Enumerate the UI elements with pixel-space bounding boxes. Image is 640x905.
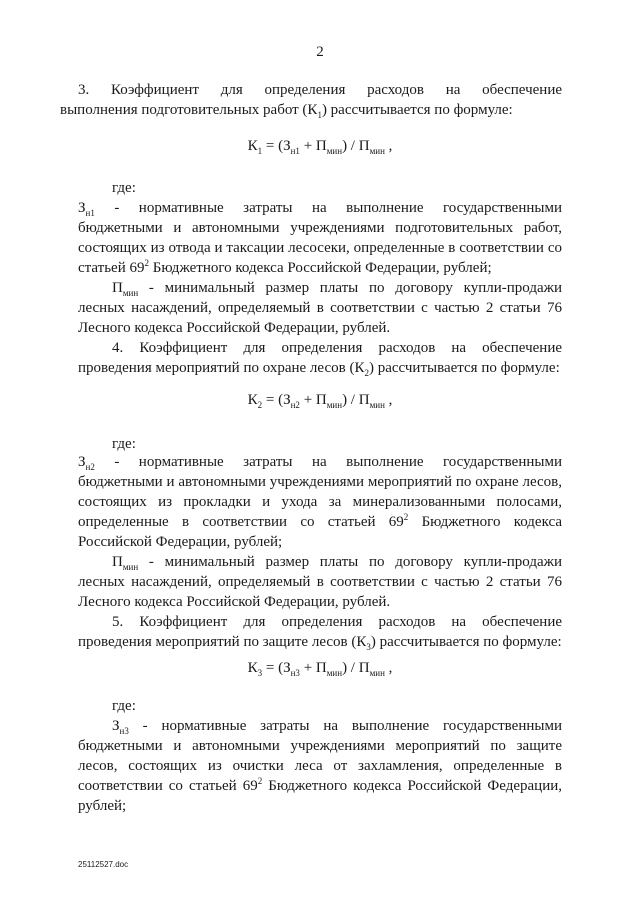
formula-k1: $К_1 = (З_{н1} + П_{мин}) / П_{мин}$ , (247, 138, 393, 156)
formula-k2: $К_2 = (З_{н2} + П_{мин}) / П_{мин}$ , (247, 392, 393, 410)
z3-line-3: лесов, состоящих из очистки леса от захламления, определенные в (78, 758, 562, 774)
z2-line-1: $З_{н2}$ - нормативные затраты на выполнение государственными (78, 454, 562, 472)
gde-1: где: (112, 180, 136, 196)
p4-line-2: проведения мероприятий по охране лесов $(К_2)$ рассчитывается по формуле: (78, 360, 560, 378)
z1-line-1: $З_{н1}$ - нормативные затраты на выполнение государственными (78, 200, 562, 218)
footer-filename: 25112527.doc (78, 860, 129, 869)
formula-k3: $К_3 = (З_{н3} + П_{мин}) / П_{мин}$ , (247, 660, 393, 678)
z2-line-4: определенные в соответствии со статьей $69^2$ Бюджетного кодекса (78, 512, 563, 530)
p5-line-1: 5. Коэффициент для определения расходов на обеспечение (112, 614, 562, 630)
pmin1-line-2: лесных насаждений, определяемый в соответствии с частью 2 статьи 76 (78, 300, 562, 316)
gde-2: где: (112, 436, 136, 452)
z1-line-4: статьей $69^2$ Бюджетного кодекса Российской Федерации, рублей; (78, 258, 492, 276)
z3-line-4: соответствии со статьей $69^2$ Бюджетного кодекса Российской Федерации, (78, 776, 562, 794)
pmin2-line-2: лесных насаждений, определяемый в соответствии с частью 2 статьи 76 (78, 574, 562, 590)
pmin1-line-1: $П_{мин}$ - минимальный размер платы по договору купли-продажи (112, 280, 562, 298)
z1-line-2: бюджетными и автономными учреждениями подготовительных работ, (78, 220, 562, 236)
pmin2-line-3: Лесного кодекса Российской Федерации, рублей. (78, 594, 391, 610)
p3-line-2: выполнения подготовительных работ $(К_1)$ рассчитывается по формуле: (60, 102, 513, 120)
p4-line-1: 4. Коэффициент для определения расходов на обеспечение (112, 340, 562, 356)
pmin1-line-3: Лесного кодекса Российской Федерации, рублей. (78, 320, 391, 336)
z2-line-3: состоящих из прокладки и ухода за минерализованными полосами, (78, 494, 562, 510)
z2-line-2: бюджетными и автономными учреждениями мероприятий по охране лесов, (78, 474, 562, 490)
z3-line-1: $З_{н3}$ - нормативные затраты на выполнение государственными (112, 718, 562, 736)
p5-line-2: проведения мероприятий по защите лесов $(К_3)$ рассчитывается по формуле: (78, 634, 562, 652)
page-number: 2 (316, 44, 324, 60)
p3-line-1: 3. Коэффициент для определения расходов на обеспечение (78, 82, 562, 98)
z3-line-2: бюджетными и автономными учреждениями мероприятий по защите (78, 738, 562, 754)
pmin2-line-1: $П_{мин}$ - минимальный размер платы по договору купли-продажи (112, 554, 562, 572)
z1-line-3: состоящих из отвода и таксации лесосеки, определенные в соответствии со (78, 240, 562, 256)
z3-line-5: рублей; (78, 798, 127, 814)
gde-3: где: (112, 698, 136, 714)
z2-line-5: Российской Федерации, рублей; (78, 534, 283, 550)
